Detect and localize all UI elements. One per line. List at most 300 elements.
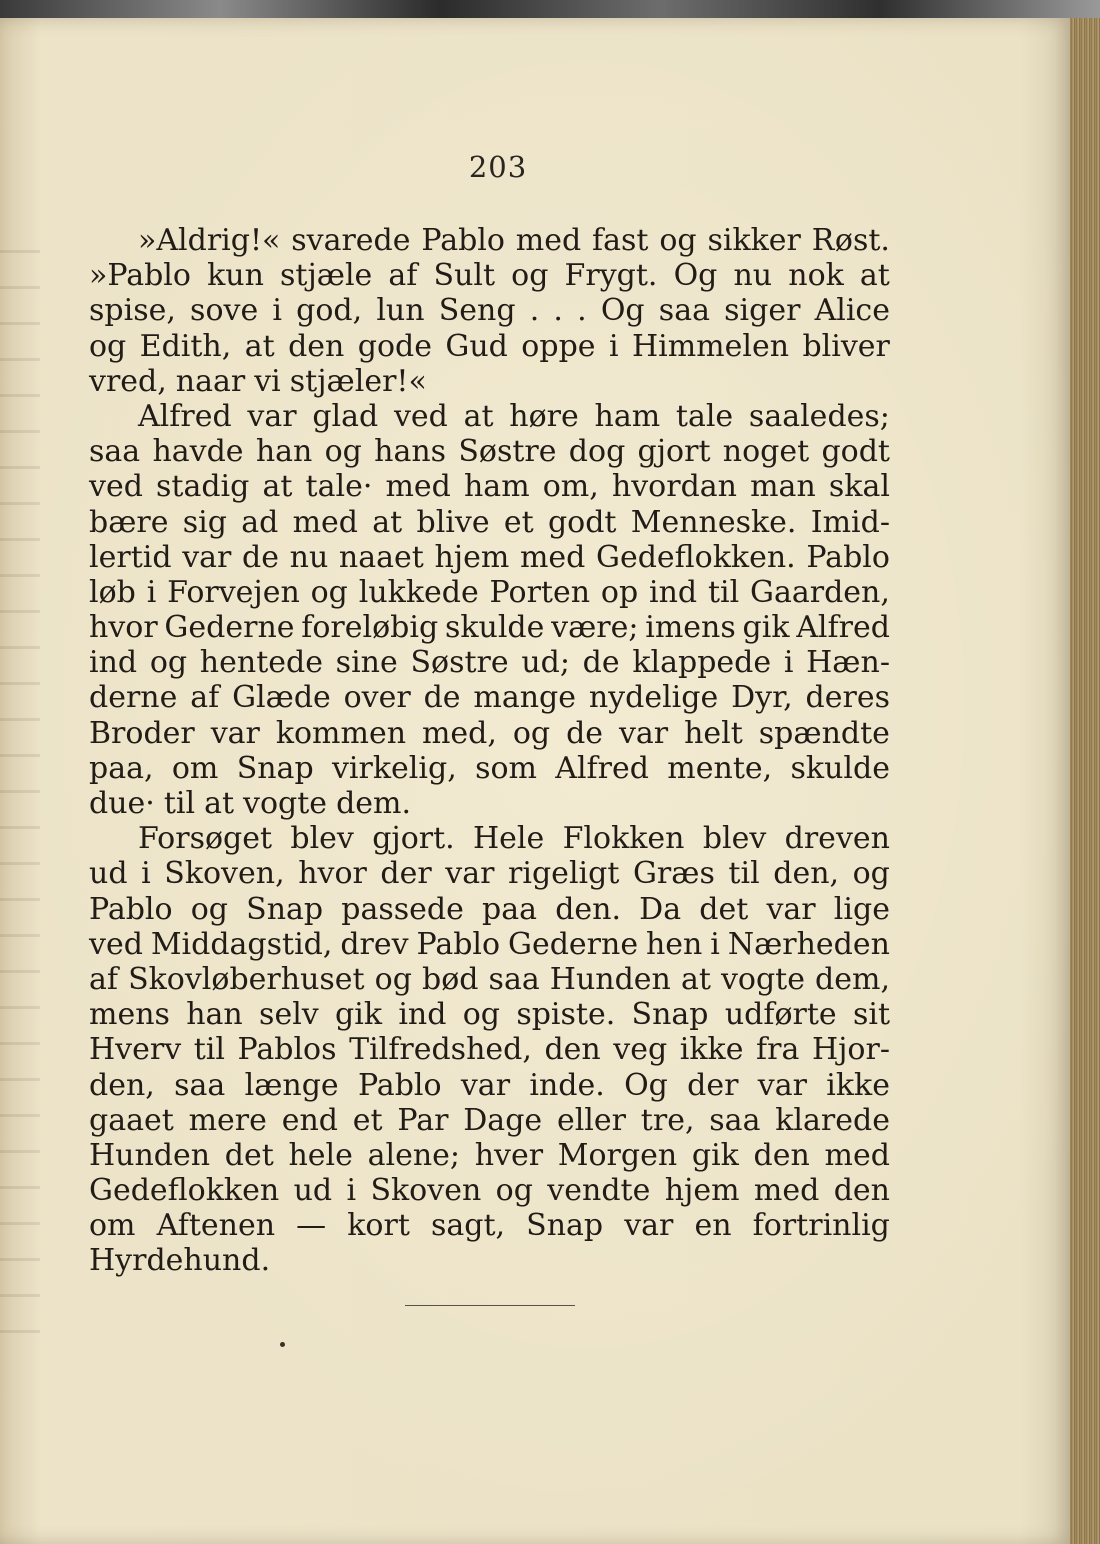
word: Flokken (562, 821, 685, 857)
word: hen (645, 926, 703, 962)
word: var (210, 715, 260, 751)
word: Hyrdehund. (89, 1243, 271, 1279)
text-line (89, 892, 890, 927)
word: saaledes; (748, 398, 890, 434)
word: Skoven (370, 1173, 482, 1209)
word: i (608, 328, 619, 364)
word: Hæn- (806, 645, 890, 681)
word: nydelige (588, 680, 719, 716)
word: Edith, (139, 328, 232, 364)
word: det (224, 1137, 274, 1173)
word: lun (376, 293, 425, 329)
word: deres (805, 680, 890, 716)
word: skal (828, 469, 890, 505)
text-line (89, 469, 890, 504)
text-line (89, 856, 890, 891)
word: vi (254, 363, 281, 399)
word: den. (555, 891, 622, 927)
text-line (89, 821, 890, 856)
word: saa (89, 434, 141, 470)
word: saa (658, 293, 710, 329)
word: gjort (637, 434, 711, 470)
word: paa, (89, 750, 154, 786)
word: . (553, 293, 563, 329)
word: de (242, 539, 279, 575)
word: mere (188, 1102, 267, 1138)
word: Søstre (458, 434, 557, 470)
word: ind (398, 997, 447, 1033)
word: god, (296, 293, 363, 329)
word: var (247, 398, 297, 434)
word: Himmelen (631, 328, 790, 364)
word: løb (89, 574, 136, 610)
word: hele (288, 1137, 353, 1173)
word: gode (357, 328, 432, 364)
word: Forvejen (167, 574, 300, 610)
word: at (262, 469, 293, 505)
word: hver (474, 1137, 544, 1173)
word: de (423, 680, 461, 716)
word: Pablo (416, 926, 501, 962)
word: Aftenen (156, 1208, 276, 1244)
word: Og (673, 258, 718, 294)
word: Hjor- (811, 1032, 890, 1068)
word: sig (182, 504, 227, 540)
word: . (577, 293, 587, 329)
word: Imid- (810, 504, 890, 540)
word: man (750, 469, 816, 505)
word: Og (624, 1067, 668, 1103)
word: som (475, 750, 537, 786)
word: . (529, 293, 540, 329)
word: fra (756, 1032, 800, 1068)
word: og (324, 434, 362, 470)
word: Græs (632, 856, 715, 892)
text-line (89, 751, 890, 786)
text-line (89, 364, 890, 399)
word: hvor (298, 856, 367, 892)
word: de (582, 645, 620, 681)
word: et (352, 1102, 383, 1138)
word: med (515, 223, 582, 258)
word: naar (175, 363, 246, 399)
word: sove (190, 293, 259, 329)
word: Pablo (421, 223, 505, 258)
word: Snap (631, 997, 709, 1033)
text-line (89, 399, 890, 434)
word: var (182, 539, 232, 575)
word: der (687, 1067, 739, 1103)
word: i (141, 856, 151, 892)
word: ved (393, 398, 448, 434)
word: i (272, 293, 282, 329)
word: saa (174, 1067, 226, 1103)
word: udførte (724, 997, 837, 1033)
word: at (244, 328, 275, 364)
word: Snap (236, 750, 314, 786)
word: der (380, 856, 432, 892)
word: rigeligt (508, 856, 620, 892)
word: et (503, 504, 534, 540)
word: sine (335, 645, 398, 681)
text-line (89, 645, 890, 680)
word: det (699, 891, 749, 927)
word: kort (347, 1208, 410, 1244)
word: ad (241, 504, 279, 540)
word: stjæle (280, 258, 373, 294)
text-line (89, 786, 890, 821)
word: og (852, 856, 890, 892)
word: at (463, 398, 494, 434)
text-line (89, 293, 890, 328)
word: og (512, 715, 551, 751)
word: den, (89, 1067, 155, 1103)
word: godt (821, 434, 890, 470)
word: Porten (489, 574, 591, 610)
word: Pablo (357, 1067, 442, 1103)
word: noget (722, 434, 810, 470)
word: og (462, 997, 501, 1033)
word: Nærheden (727, 926, 890, 962)
word: hans (374, 434, 447, 470)
word: og (310, 574, 348, 610)
word: ham (463, 469, 530, 505)
word: helt (684, 715, 743, 751)
word: til (707, 574, 740, 610)
word: fast (592, 223, 649, 258)
text-line (89, 716, 890, 751)
word: Hunden (549, 961, 671, 997)
word: alene; (367, 1137, 461, 1173)
word: Pablo (806, 539, 890, 575)
word: sagt, (430, 1208, 506, 1244)
word: lukkede (358, 574, 479, 610)
word: i (146, 574, 157, 610)
word: Gaarden, (750, 574, 890, 610)
word: virkelig, (331, 750, 457, 786)
word: og (495, 1173, 533, 1209)
word: Alfred (555, 750, 649, 786)
word: at (372, 504, 403, 540)
word: lige (833, 891, 890, 927)
word: blev (290, 821, 354, 857)
word: siger (724, 293, 801, 329)
word: mente, (667, 750, 773, 786)
word: Gud (445, 328, 508, 364)
word: veg (613, 1032, 668, 1068)
word: Morgen (557, 1137, 678, 1173)
word: »Pablo (89, 258, 191, 294)
word: saa (709, 1102, 761, 1138)
word: ved (89, 469, 143, 505)
word: vendte (547, 1173, 651, 1209)
word: ham (594, 398, 661, 434)
word: mange (473, 680, 577, 716)
word: drev (340, 926, 409, 962)
text-line (89, 997, 890, 1032)
word: Tilfredshed, (349, 1032, 532, 1068)
word: Pablos (237, 1032, 337, 1068)
word: godt (547, 504, 617, 540)
word: at (204, 786, 235, 821)
word: Røst. (811, 223, 890, 258)
facing-page-bleed (0, 250, 40, 1350)
word: over (343, 680, 411, 716)
word: var (618, 715, 669, 751)
text-line (89, 927, 890, 962)
word: — (296, 1208, 327, 1244)
word: saa (488, 961, 540, 997)
word: stjæler!« (289, 363, 427, 399)
word: til (163, 786, 196, 821)
word: Pablo (89, 891, 173, 927)
word: glad (312, 398, 379, 434)
word: om (171, 750, 219, 786)
text-line (89, 1173, 890, 1208)
text-line (89, 223, 890, 258)
word: ud; (521, 645, 570, 681)
word: af (388, 258, 418, 294)
word: Hunden (89, 1137, 211, 1173)
word: end (281, 1102, 338, 1138)
word: ikke (679, 1032, 744, 1068)
word: spiste. (516, 997, 616, 1033)
word: Gedeflokken. (595, 539, 796, 575)
text-line (89, 575, 890, 610)
text-line (89, 329, 890, 364)
word: Alfred (138, 398, 232, 434)
text-line (89, 680, 890, 715)
word: blev (702, 821, 767, 857)
ink-speck (280, 1342, 285, 1347)
word: derne (89, 680, 178, 716)
word: en (694, 1208, 732, 1244)
word: Og (600, 293, 645, 329)
word: af (190, 680, 220, 716)
word: ikke (826, 1067, 890, 1103)
word: Dage (463, 1102, 543, 1138)
word: den (833, 1173, 890, 1209)
word: med (292, 504, 358, 540)
word: blive (416, 504, 490, 540)
word: klarede (775, 1102, 890, 1138)
word: tre, (640, 1102, 695, 1138)
word: den (753, 1137, 810, 1173)
word: og (511, 258, 549, 294)
word: gjort. (372, 821, 455, 857)
word: ud (293, 1173, 333, 1209)
word: høre (509, 398, 579, 434)
word: og (374, 961, 412, 997)
word: med (753, 1173, 820, 1209)
word: han (186, 997, 243, 1033)
word: Søstre (410, 645, 509, 681)
word: med (385, 469, 451, 505)
word: at (680, 961, 711, 997)
word: var (757, 1067, 807, 1103)
word: tale· (305, 469, 373, 505)
word: var (460, 1067, 511, 1103)
word: til (728, 856, 760, 892)
word: Middagstid, (150, 926, 333, 962)
word: vogte (243, 786, 328, 821)
word: Snap (246, 891, 324, 927)
word: sikker (707, 223, 801, 258)
word: og (190, 891, 229, 927)
word: dem, (815, 961, 890, 997)
word: Hverv (89, 1032, 182, 1068)
word: Snap (526, 1208, 604, 1244)
text-line (89, 505, 890, 540)
word: dog (568, 434, 626, 470)
text-line (89, 1208, 890, 1243)
text-line (89, 1138, 890, 1173)
word: i (346, 1173, 357, 1209)
word: og (659, 223, 697, 258)
word: den (288, 328, 345, 364)
word: svarede (291, 223, 411, 258)
word: Dyr, (731, 680, 793, 716)
word: foreløbig (301, 610, 439, 646)
word: skulde (790, 750, 890, 786)
word: fortrinlig (752, 1208, 890, 1244)
word: inde. (529, 1067, 605, 1103)
word: Broder (89, 715, 195, 751)
word: lertid (89, 539, 172, 575)
word: ind (89, 645, 138, 681)
word: gik (691, 1137, 739, 1173)
word: være; (551, 610, 639, 646)
word: sit (852, 997, 890, 1033)
word: at (859, 258, 890, 294)
word: Par (397, 1102, 449, 1138)
text-line (89, 258, 890, 293)
word: var (766, 891, 816, 927)
word: kommen (275, 715, 407, 751)
word: Menneske. (630, 504, 797, 540)
word: ved (89, 926, 143, 962)
word: nu (733, 258, 773, 294)
word: vred, (89, 363, 167, 399)
word: nu (289, 539, 329, 575)
word: dreven (784, 821, 890, 857)
body-text (89, 223, 890, 1279)
word: med (824, 1137, 890, 1173)
word: Sult (433, 258, 496, 294)
word: den (544, 1032, 601, 1068)
word: stadig (156, 469, 250, 505)
word: Glæde (232, 680, 331, 716)
word: gik (335, 997, 383, 1033)
word: Gederne (507, 926, 639, 962)
word: nok (788, 258, 844, 294)
word: var (445, 856, 495, 892)
word: til (193, 1032, 225, 1068)
word: om, (542, 469, 599, 505)
word: due· (89, 786, 155, 821)
text-line (89, 610, 890, 645)
word: Alice (814, 293, 890, 329)
word: om (89, 1208, 136, 1244)
text-line (89, 962, 890, 997)
word: op (600, 574, 639, 610)
word: Gederne (164, 610, 295, 646)
page-edge-stack (1070, 18, 1100, 1544)
end-rule (405, 1305, 575, 1306)
word: hvor (89, 610, 158, 646)
word: Frygt. (564, 258, 658, 294)
word: bød (422, 961, 479, 997)
text-line (89, 1243, 890, 1278)
word: Skoven, (164, 856, 285, 892)
word: klappede (632, 645, 772, 681)
word: dem. (336, 786, 412, 821)
word: hjem (664, 1173, 740, 1209)
word: gik (742, 610, 790, 646)
word: Hele (473, 821, 545, 857)
word: spændte (758, 715, 890, 751)
word: passede (341, 891, 464, 927)
word: skulde (444, 610, 545, 646)
word: i (783, 645, 794, 681)
word: mens (89, 997, 170, 1033)
word: oppe (521, 328, 596, 364)
word: var (624, 1208, 674, 1244)
text-line (89, 1032, 890, 1067)
word: hjem (434, 539, 510, 575)
word: Forsøget (138, 821, 273, 857)
word: Gedeflokken (89, 1173, 280, 1209)
word: vogte (720, 961, 805, 997)
word: »Aldrig!« (138, 223, 281, 258)
word: og (89, 328, 127, 364)
text-line (89, 434, 890, 469)
word: af (89, 961, 118, 997)
word: Seng (438, 293, 516, 329)
word: Skovløberhuset (128, 961, 365, 997)
word: Alfred (796, 610, 890, 646)
word: ind (648, 574, 698, 610)
word: han (255, 434, 313, 470)
word: i (710, 926, 720, 962)
word: naaet (338, 539, 424, 575)
page-number: 203 (468, 150, 528, 184)
word: paa (482, 891, 538, 927)
word: kun (207, 258, 264, 294)
text-line (89, 540, 890, 575)
word: tale (675, 398, 734, 434)
word: hvordan (611, 469, 737, 505)
word: selv (259, 997, 319, 1033)
word: bliver (802, 328, 890, 364)
word: eller (556, 1102, 626, 1138)
word: og (149, 645, 188, 681)
word: hentede (199, 645, 323, 681)
text-line (89, 1103, 890, 1138)
text-line (89, 1068, 890, 1103)
word: de (566, 715, 604, 751)
word: imens (645, 610, 736, 646)
word: med (519, 539, 586, 575)
word: med, (421, 715, 497, 751)
word: bære (89, 504, 169, 540)
word: ud (89, 856, 128, 892)
word: gaaet (89, 1102, 174, 1138)
word: spise, (89, 293, 176, 329)
word: havde (152, 434, 244, 470)
word: Da (639, 891, 682, 927)
word: længe (244, 1067, 339, 1103)
